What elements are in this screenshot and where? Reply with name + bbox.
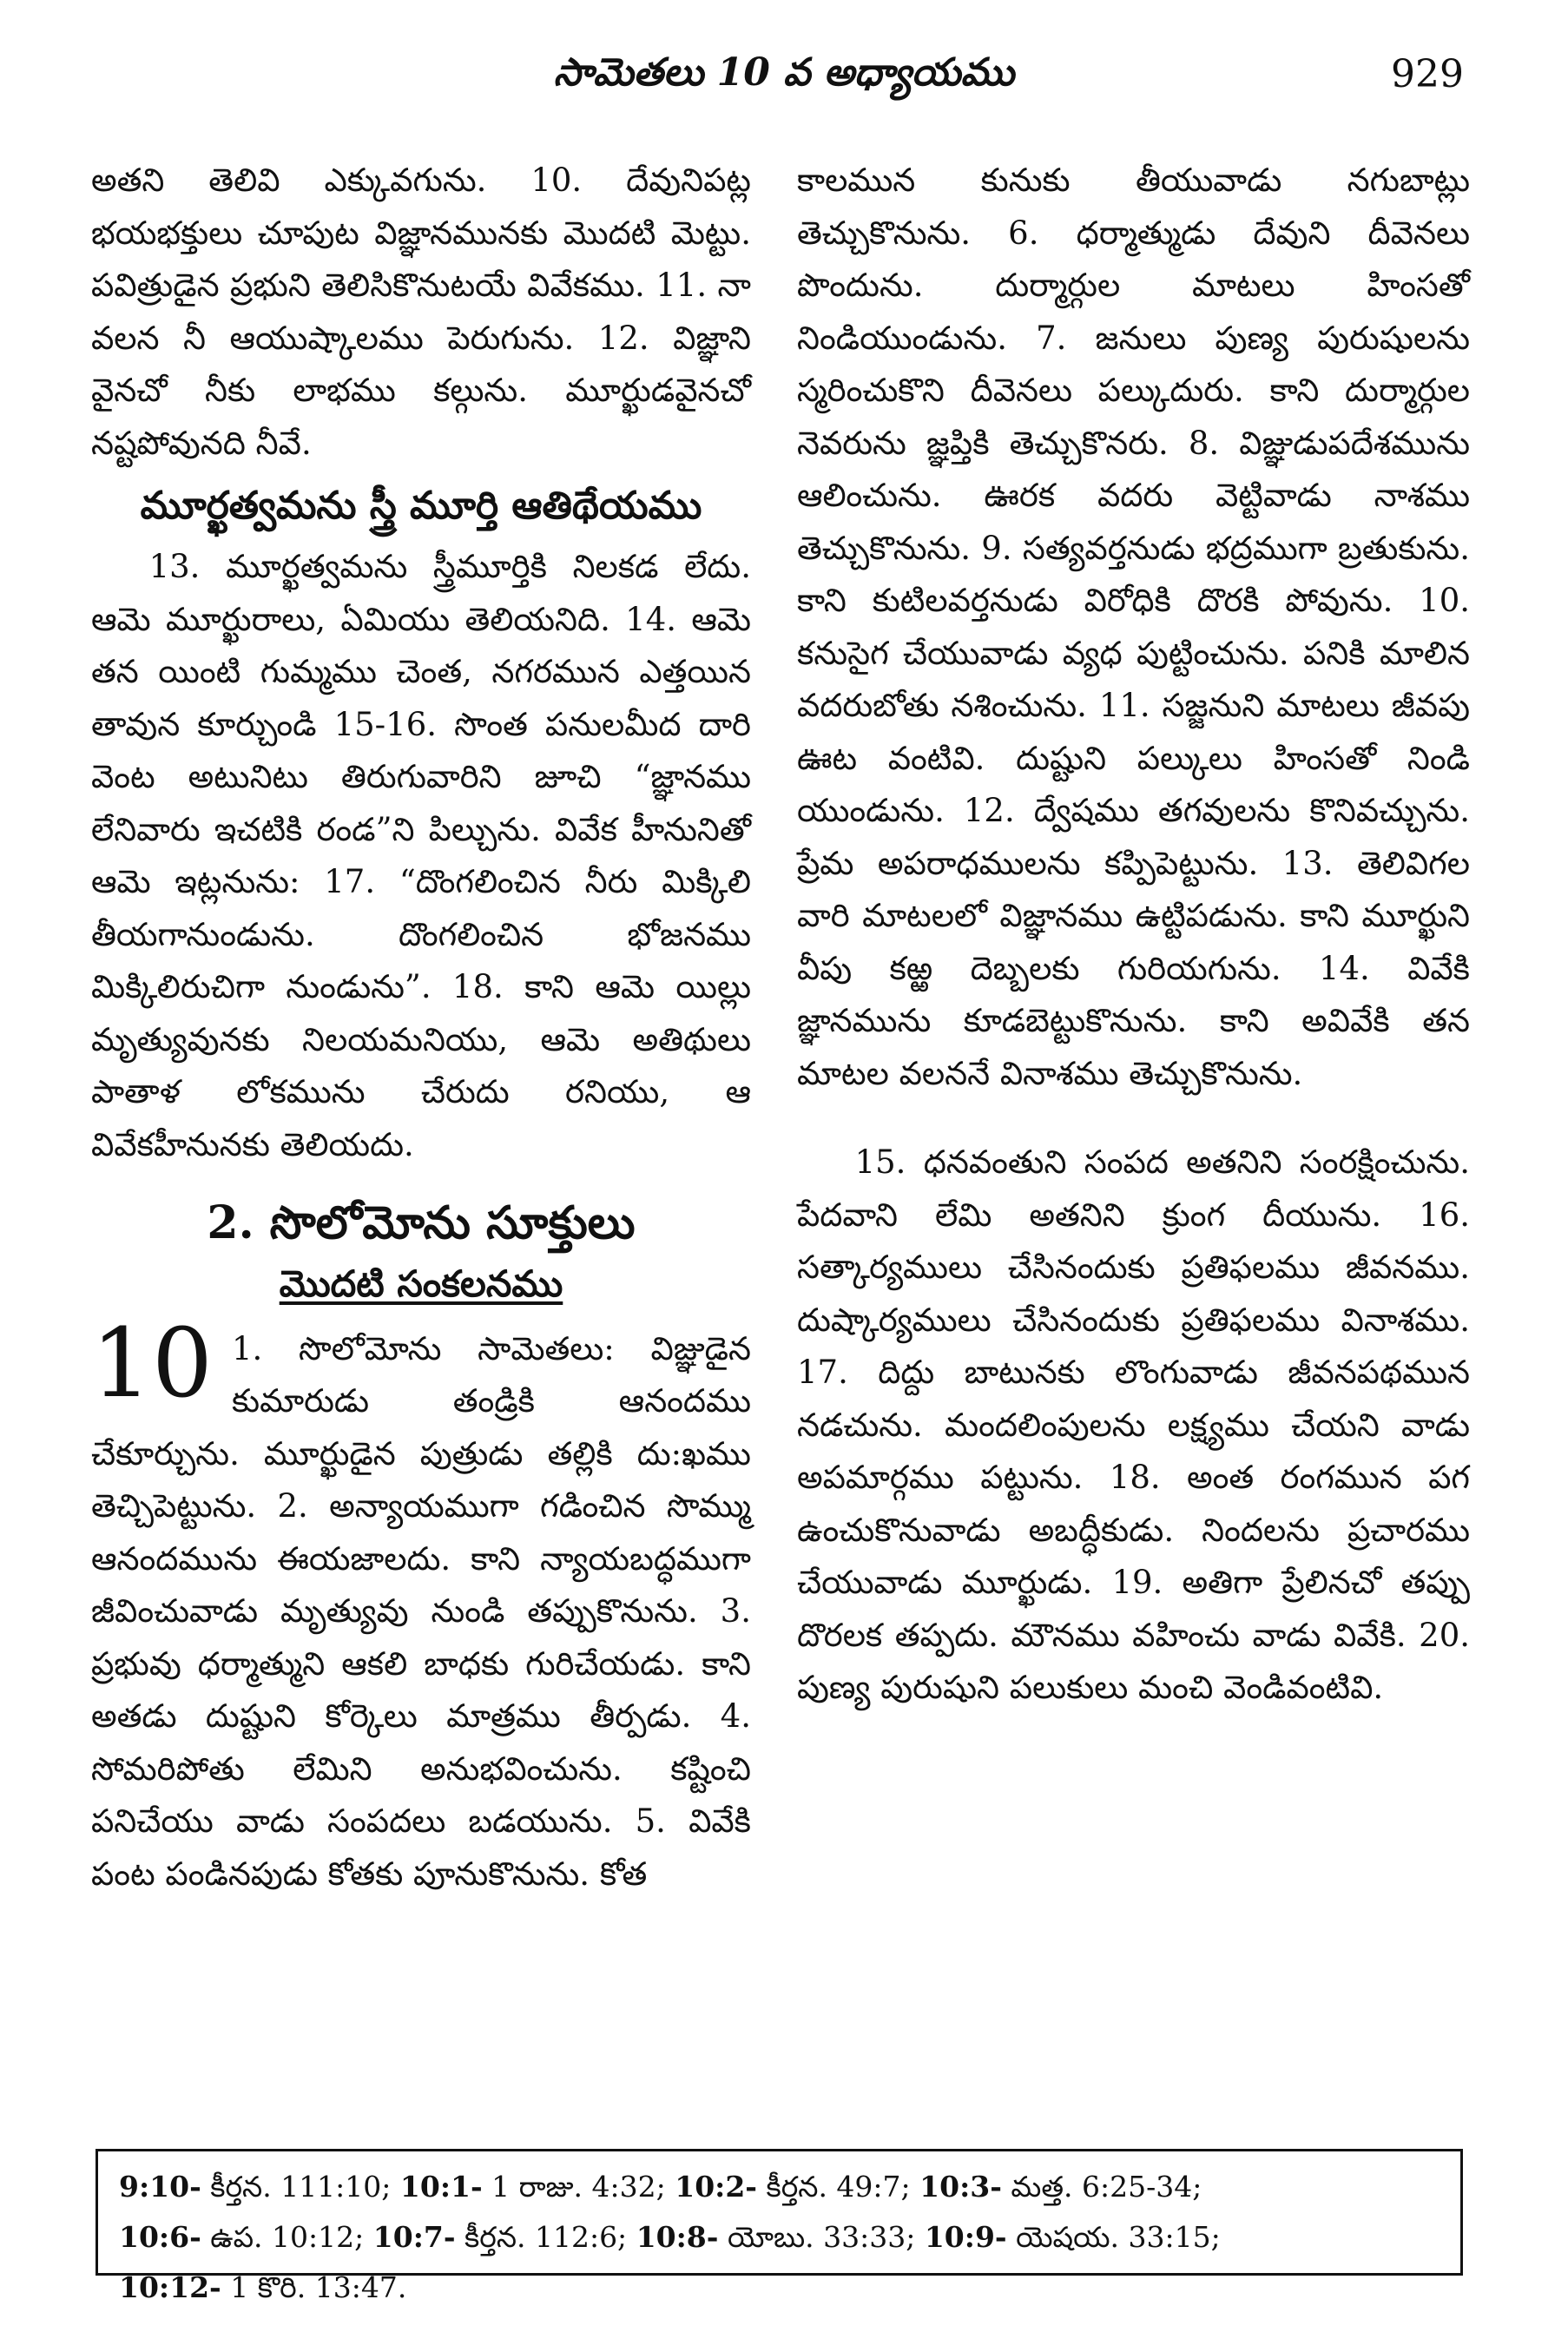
- left-column: [91, 155, 751, 1901]
- cross-reference: 10:7- కీర్తన. 112:6;: [372, 2220, 628, 2254]
- left-paragraph-3: 1. సొలోమోను సామెతలు: విజ్ఞుడైన కుమారుడు తండ్రికి ఆనందము చేకూర్చును. మూర్ఖుడైన పుత్రుడు తల్లికి దు:ఖము తెచ్చిపెట్టును. 2. అన్యాయముగా గడించిన సొమ్ము ఆనందమును ఈయజాలదు. కాని న్యాయబద్ధముగా జీవించువాడు మృత్యువు నుండి తప్పుకొనును. 3. ప్రభువు ధర్మాత్ముని ఆకలి బాధకు గురిచేయడు. కాని అతడు దుష్టుని కోర్కెలు మాత్రము తీర్పడు. 4. సోమరిపోతు లేమిని అనుభవించును. కష్టించి పనిచేయు వాడు సంపదలు బడయును. 5. వివేకి పంట పండినపుడు కోతకు పూనుకొనును. కోత: [91, 1329, 751, 1893]
- right-paragraph-1: కాలమున కునుకు తీయువాడు నగుబాట్లు తెచ్చుకొనును. 6. ధర్మాత్ముడు దేవుని దీవెనలు పొందును. దుర్మార్గుల మాటలు హింసతో నిండియుండును. 7. జనులు పుణ్య పురుషులను స్మరించుకొని దీవెనలు పల్కుదురు. కాని దుర్మార్గుల నెవరును జ్ఞప్తికి తెచ్చుకొనరు. 8. విజ్ఞుడుపదేశమును ఆలించును. ఊరక వదరు వెట్టివాడు నాశము తెచ్చుకొనును. 9. సత్యవర్తనుడు భద్రముగా బ్రతుకును. కాని కుటిలవర్తనుడు విరోధికి దొరకి పోవును. 10. కనుసైగ చేయువాడు వ్యధ పుట్టించును. పనికి మాలిన వదరుబోతు నశించును. 11. సజ్జనుని మాటలు జీవపు ఊట వంటివి. దుష్టుని పల్కులు హింసతో నిండి యుండును. 12. ద్వేషము తగవులను కొనివచ్చును. ప్రేమ అపరాధములను కప్పిపెట్టును. 13. తెలివిగల వారి మాటలలో విజ్ఞానము ఉట్టిపడును. కాని మూర్ఖుని వీపు కఱ్ఱ దెబ్బలకు గురియగును. 14. వివేకి జ్ఞానమును కూడబెట్టుకొనును. కాని అవివేకి తన మాటల వలననే వినాశము తెచ్చుకొనును.: [797, 161, 1470, 1092]
- running-title: సామెతలు 10 వ అధ్యాయము: [553, 50, 1015, 95]
- chapter-10-paragraph: [91, 1307, 751, 1901]
- page-header: [104, 50, 1464, 111]
- section-heading-proverbs: 2. సొలోమోను సూక్తులు: [207, 1196, 636, 1249]
- cross-reference-box: [96, 2149, 1463, 2304]
- right-paragraph-2: 15. ధనవంతుని సంపద అతనిని సంరక్షించును. పేదవాని లేమి అతనిని క్రుంగ దీయును. 16. సత్కార్యములు చేసినందుకు ప్రతిఫలము జీవనము. దుష్కార్యములు చేసినందుకు ప్రతిఫలము వినాశము. 17. దిద్దు బాటునకు లొంగువాడు జీవనపథమున నడచును. మందలింపులను లక్ష్యము చేయని వాడు అపమార్గము పట్టును. 18. అంత రంగమున పగ ఉంచుకొనువాడు అబద్ధీకుడు. నిందలను ప్రచారము చేయువాడు మూర్ఖుడు. 19. అతిగా ప్రేలినచో తప్పు దొరలక తప్పదు. మౌనము వహించు వాడు వివేకి. 20. పుణ్య పురుషుని పలుకులు మంచి వెండివంటివి.: [797, 1143, 1470, 1706]
- cross-reference: 9:10- కీర్తన. 111:10;: [119, 2170, 392, 2204]
- subheading-first-collection: మొదటి సంకలనము: [279, 1262, 563, 1305]
- chapter-number: 10: [91, 1307, 213, 1419]
- cross-reference: 10:1- 1 రాజు. 4:32;: [399, 2170, 666, 2204]
- right-column: [797, 155, 1470, 1715]
- section-heading-folly: మూర్ఖత్వమను స్త్రీ మూర్తి ఆతిథేయము: [140, 484, 702, 528]
- cross-reference: 10:12- 1 కొరి. 13:47.: [119, 2270, 407, 2304]
- cross-reference: 10:8- యోబు. 33:33;: [636, 2220, 916, 2254]
- left-paragraph-1: అతని తెలివి ఎక్కువగును. 10. దేవునిపట్ల భయభక్తులు చూపుట విజ్ఞానమునకు మొదటి మెట్టు. పవిత్రుడైన ప్రభుని తెలిసికొనుటయే వివేకము. 11. నా వలన నీ ఆయుష్కాలము పెరుగును. 12. విజ్ఞాని వైనచో నీకు లాభము కల్గును. మూర్ఖుడవైనచో నష్టపోవునది నీవే.: [91, 161, 751, 462]
- cross-reference: 10:2- కీర్తన. 49:7;: [675, 2170, 911, 2204]
- cross-reference: 10:9- యెషయ. 33:15;: [924, 2220, 1221, 2254]
- page-number: 929: [1391, 52, 1464, 96]
- cross-reference: 10:3- మత్త. 6:25-34;: [919, 2170, 1202, 2204]
- cross-reference: 10:6- ఉప. 10:12;: [119, 2220, 365, 2254]
- left-paragraph-2: 13. మూర్ఖత్వమను స్త్రీమూర్తికి నిలకడ లేదు. ఆమె మూర్ఖురాలు, ఏమియు తెలియనిది. 14. ఆమె తన యింటి గుమ్మము చెంత, నగరమున ఎత్తయిన తావున కూర్చుండి 15-16. సొంత పనులమీద దారి వెంట అటునిటు తిరుగువారిని జూచి “జ్ఞానము లేనివారు ఇచటికి రండ”ని పిల్చును. వివేక హీనునితో ఆమె ఇట్లనును: 17. “దొంగలించిన నీరు మిక్కిలి తీయగానుండును. దొంగలించిన భోజనము మిక్కిలిరుచిగా నుండును”. 18. కాని ఆమె యిల్లు మృత్యువునకు నిలయమనియు, ఆమె అతిథులు పాతాళ లోకమును చేరుదు రనియు, ఆ వివేకహీనునకు తెలియదు.: [91, 548, 751, 1163]
